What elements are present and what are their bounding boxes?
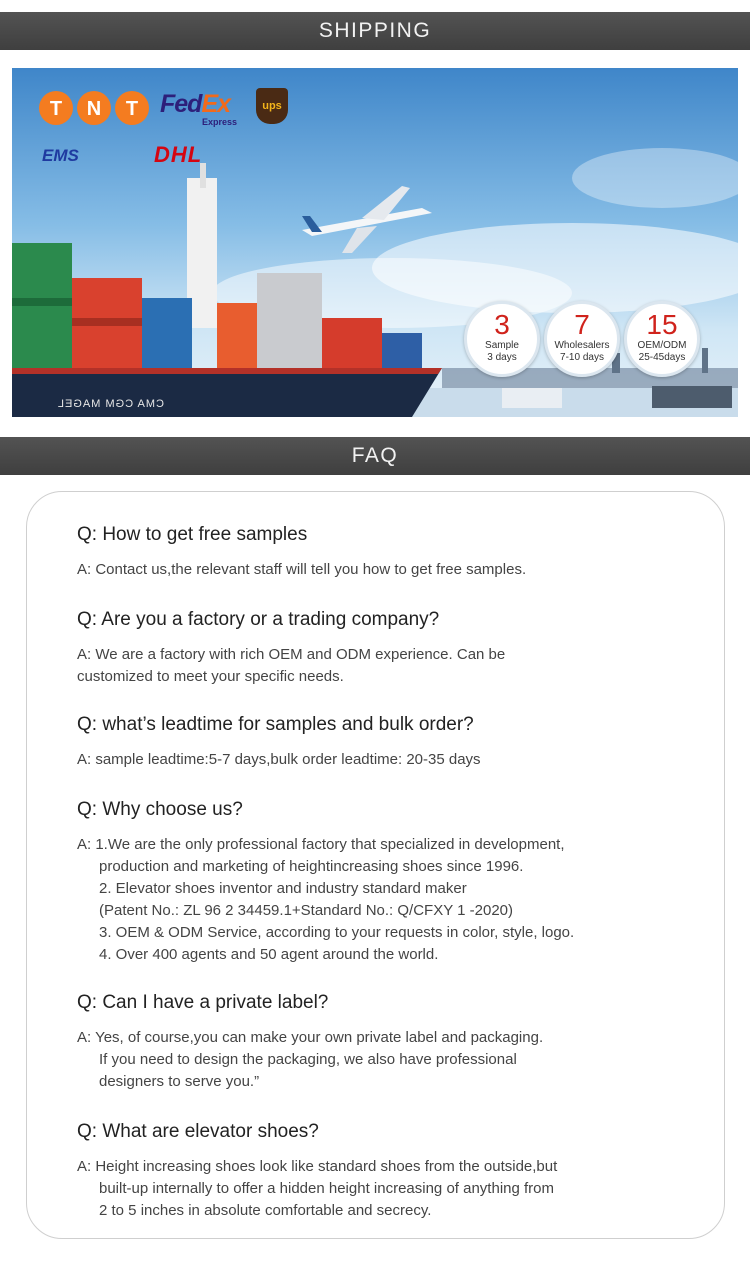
ems-logo: EMS bbox=[42, 146, 79, 165]
faq-answer-line: A: We are a factory with rich OEM and ODM experience. Can be bbox=[77, 646, 506, 663]
delivery-badge-wholesalers bbox=[544, 301, 620, 377]
faq-section-header: FAQ bbox=[0, 437, 750, 475]
faq-item bbox=[77, 1120, 667, 1222]
faq-answer bbox=[77, 1156, 667, 1222]
faq-item bbox=[77, 798, 667, 966]
faq-answer-line: If you need to design the packaging, we also have professional bbox=[99, 1051, 517, 1068]
delivery-badge-oem-odm bbox=[624, 301, 700, 377]
faq-item bbox=[77, 713, 667, 771]
shipping-banner bbox=[12, 68, 738, 417]
faq-question: Q: How to get free samples bbox=[77, 524, 308, 545]
badge-label: OEM/ODM bbox=[637, 340, 687, 351]
faq-answer-line: designers to serve you.” bbox=[99, 1073, 260, 1090]
ship-name-lettering: CMA CGM MAGEL bbox=[56, 398, 164, 410]
svg-text:N: N bbox=[86, 98, 102, 120]
faq-answer-line: built-up internally to offer a hidden height increasing of anything from bbox=[99, 1180, 555, 1197]
faq-answer-line: production and marketing of heightincreasing shoes since 1996. bbox=[99, 858, 524, 875]
faq-question: Q: What are elevator shoes? bbox=[77, 1121, 319, 1142]
faq-answer-line: A: Contact us,the relevant staff will tell you how to get free samples. bbox=[77, 561, 527, 578]
badge-number: 3 bbox=[494, 309, 510, 340]
faq-answer-line: customized to meet your specific needs. bbox=[77, 668, 344, 685]
faq-answer-line: 2. Elevator shoes inventor and industry standard maker bbox=[99, 880, 467, 897]
svg-text:T: T bbox=[49, 98, 63, 120]
ups-logo: ups bbox=[256, 88, 288, 124]
faq-answer bbox=[77, 749, 667, 771]
faq-answer-line: A: sample leadtime:5-7 days,bulk order leadtime: 20-35 days bbox=[77, 751, 481, 768]
faq-answer-line: 2 to 5 inches in absolute comfortable and secrecy. bbox=[99, 1202, 432, 1219]
faq-question: Q: what’s leadtime for samples and bulk order? bbox=[77, 714, 474, 735]
faq-answer-line: (Patent No.: ZL 96 2 34459.1+Standard No.: Q/CFXY 1 -2020) bbox=[99, 902, 513, 919]
badge-label: Sample bbox=[485, 340, 519, 351]
faq-answer bbox=[77, 559, 667, 581]
delivery-badge-sample bbox=[464, 301, 540, 377]
faq-item bbox=[77, 608, 667, 688]
faq-card bbox=[26, 491, 725, 1239]
faq-question: Q: Can I have a private label? bbox=[77, 992, 329, 1013]
faq-answer bbox=[77, 834, 667, 966]
faq-answer-line: A: Yes, of course,you can make your own private label and packaging. bbox=[77, 1029, 544, 1046]
badge-duration: 7-10 days bbox=[560, 352, 604, 363]
dhl-logo: DHL bbox=[154, 142, 203, 167]
fedex-express-label: Express bbox=[202, 117, 238, 127]
badge-label: Wholesalers bbox=[554, 340, 610, 351]
faq-answer-line: A: 1.We are the only professional factory that specialized in development, bbox=[77, 836, 565, 853]
faq-answer bbox=[77, 644, 667, 688]
faq-answer bbox=[77, 1027, 667, 1093]
faq-question: Q: Why choose us? bbox=[77, 799, 243, 820]
faq-answer-line: A: Height increasing shoes look like standard shoes from the outside,but bbox=[77, 1158, 558, 1175]
badge-number: 7 bbox=[574, 309, 590, 340]
faq-answer-line: 3. OEM & ODM Service, according to your requests in color, style, logo. bbox=[99, 924, 575, 941]
badge-number: 15 bbox=[646, 309, 678, 340]
faq-item bbox=[77, 991, 667, 1093]
faq-item bbox=[77, 523, 667, 581]
faq-question: Q: Are you a factory or a trading company? bbox=[77, 609, 440, 630]
faq-answer-line: 4. Over 400 agents and 50 agent around the world. bbox=[99, 946, 439, 963]
shipping-section-header: SHIPPING bbox=[0, 12, 750, 50]
svg-text:T: T bbox=[125, 98, 139, 120]
fedex-logo: FedEx bbox=[160, 90, 231, 118]
badge-duration: 3 days bbox=[487, 352, 517, 363]
badge-duration: 25-45days bbox=[638, 352, 686, 363]
